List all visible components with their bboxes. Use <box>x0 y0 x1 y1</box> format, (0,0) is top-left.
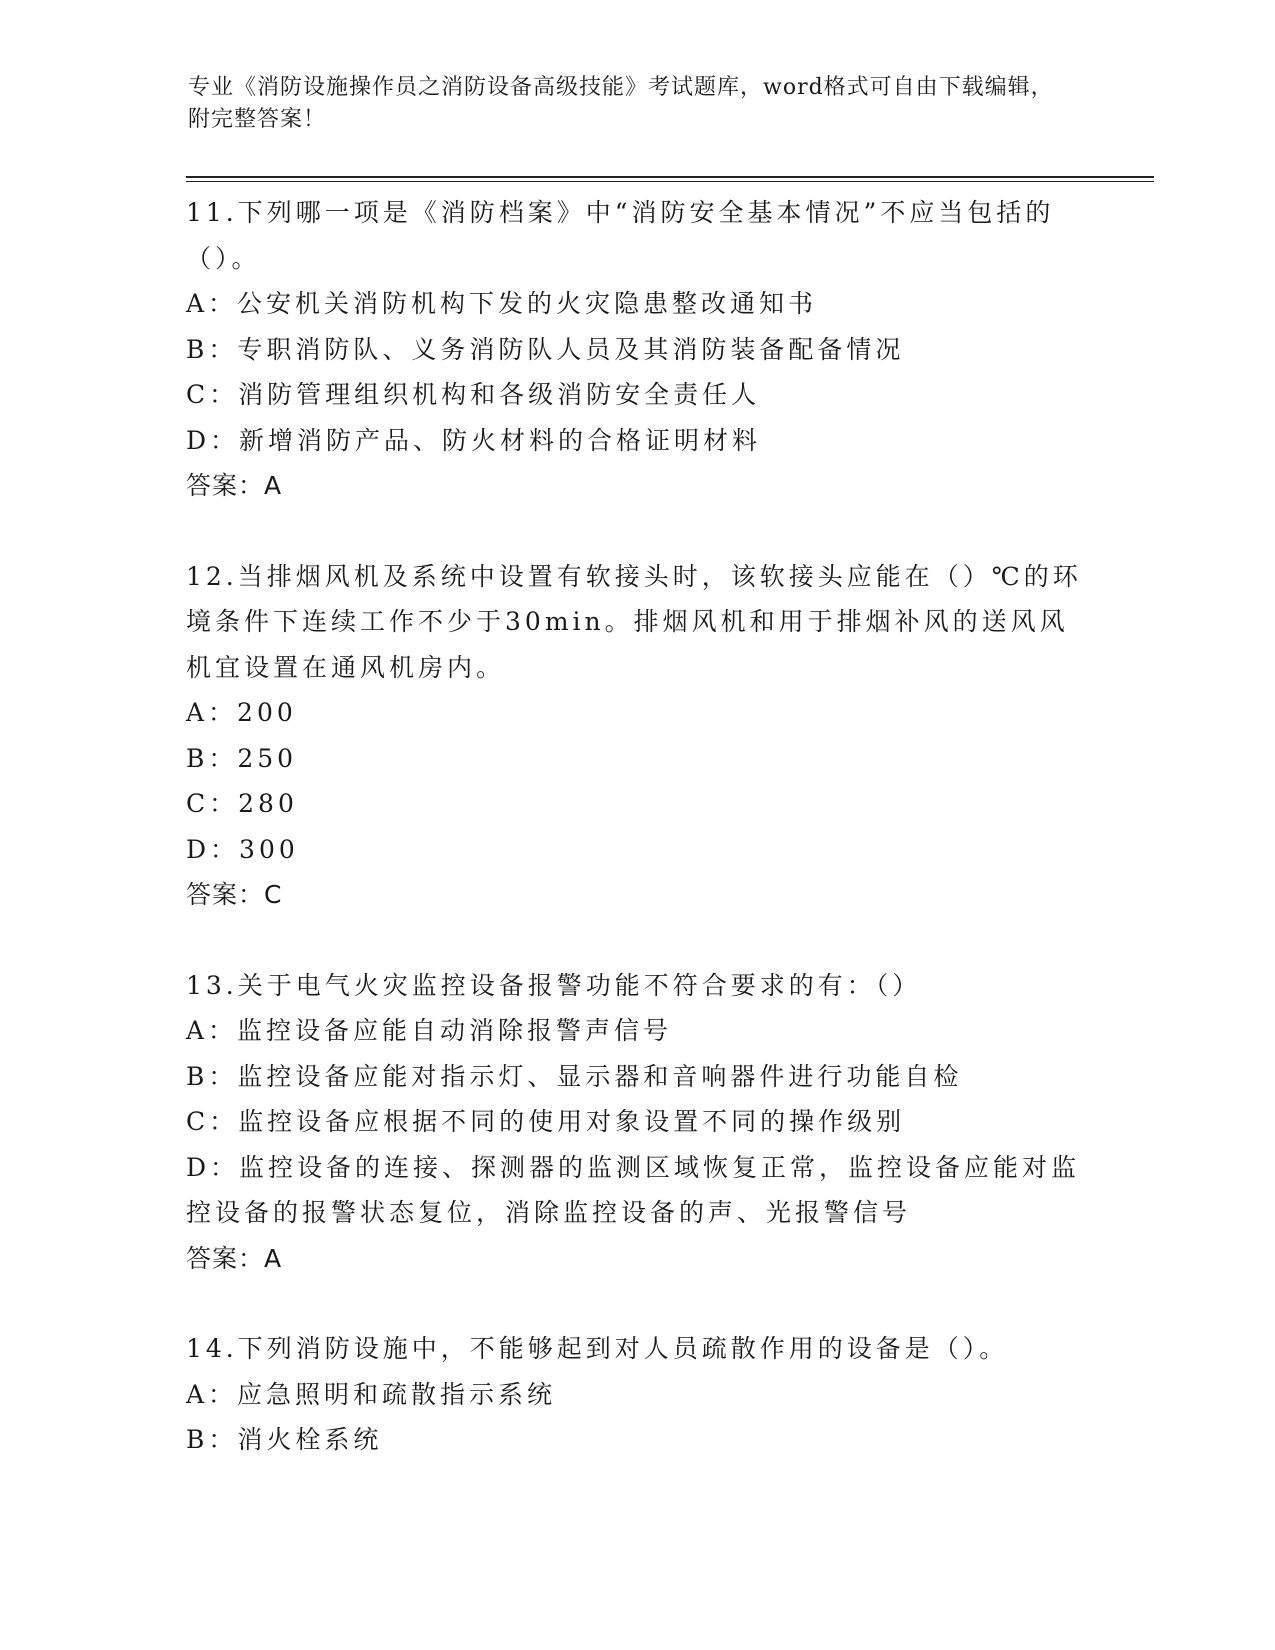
question-text: 14.下列消防设施中，不能够起到对人员疏散作用的设备是（）。 <box>186 1334 1009 1363</box>
question-text: 12.当排烟风机及系统中设置有软接头时，该软接头应能在（）℃的环境条件下连续工作不少于30min。排烟风机和用于排烟补风的送风风机宜设置在通风机房内。 <box>186 561 1082 682</box>
option-d: D：300 <box>186 834 299 864</box>
question-11 <box>186 190 1086 509</box>
answer-line: 答案：A <box>186 1243 283 1273</box>
option-b: B：消火栓系统 <box>186 1425 383 1454</box>
option-b: B：250 <box>186 743 298 773</box>
option-b: B：专职消防队、义务消防队人员及其消防装备配备情况 <box>186 334 905 364</box>
option-a: A：监控设备应能自动消除报警声信号 <box>186 1016 673 1045</box>
document-header: 专业《消防设施操作员之消防设备高级技能》考试题库，word格式可自由下载编辑，附完整答案！ <box>188 75 1054 132</box>
question-14 <box>186 1326 1086 1463</box>
question-text: 11.下列哪一项是《消防档案》中“消防安全基本情况”不应当包括的（）。 <box>186 198 1055 273</box>
option-b: B：监控设备应能对指示灯、显示器和音响器件进行功能自检 <box>186 1061 963 1091</box>
option-c: C：消防管理组织机构和各级消防安全责任人 <box>186 380 761 409</box>
answer-line: 答案：C <box>186 880 283 909</box>
option-c: C：280 <box>186 789 298 818</box>
option-c: C：监控设备应根据不同的使用对象设置不同的操作级别 <box>186 1107 906 1136</box>
option-d: D：监控设备的连接、探测器的监测区域恢复正常，监控设备应能对监控设备的报警状态复位，消除监控设备的声、光报警信号 <box>186 1152 1081 1227</box>
option-a: A：200 <box>186 698 297 727</box>
option-a: A：应急照明和疏散指示系统 <box>186 1379 557 1409</box>
question-13 <box>186 963 1086 1282</box>
question-list <box>186 190 1086 1508</box>
question-text: 13.关于电气火灾监控设备报警功能不符合要求的有：（） <box>186 970 922 1000</box>
header-rule-bottom <box>186 181 1154 182</box>
option-d: D：新增消防产品、防火材料的合格证明材料 <box>186 425 762 455</box>
header-rule-top <box>186 176 1154 178</box>
option-a: A：公安机关消防机构下发的火灾隐患整改通知书 <box>186 289 818 318</box>
question-12 <box>186 554 1086 918</box>
answer-line: 答案：A <box>186 471 283 500</box>
